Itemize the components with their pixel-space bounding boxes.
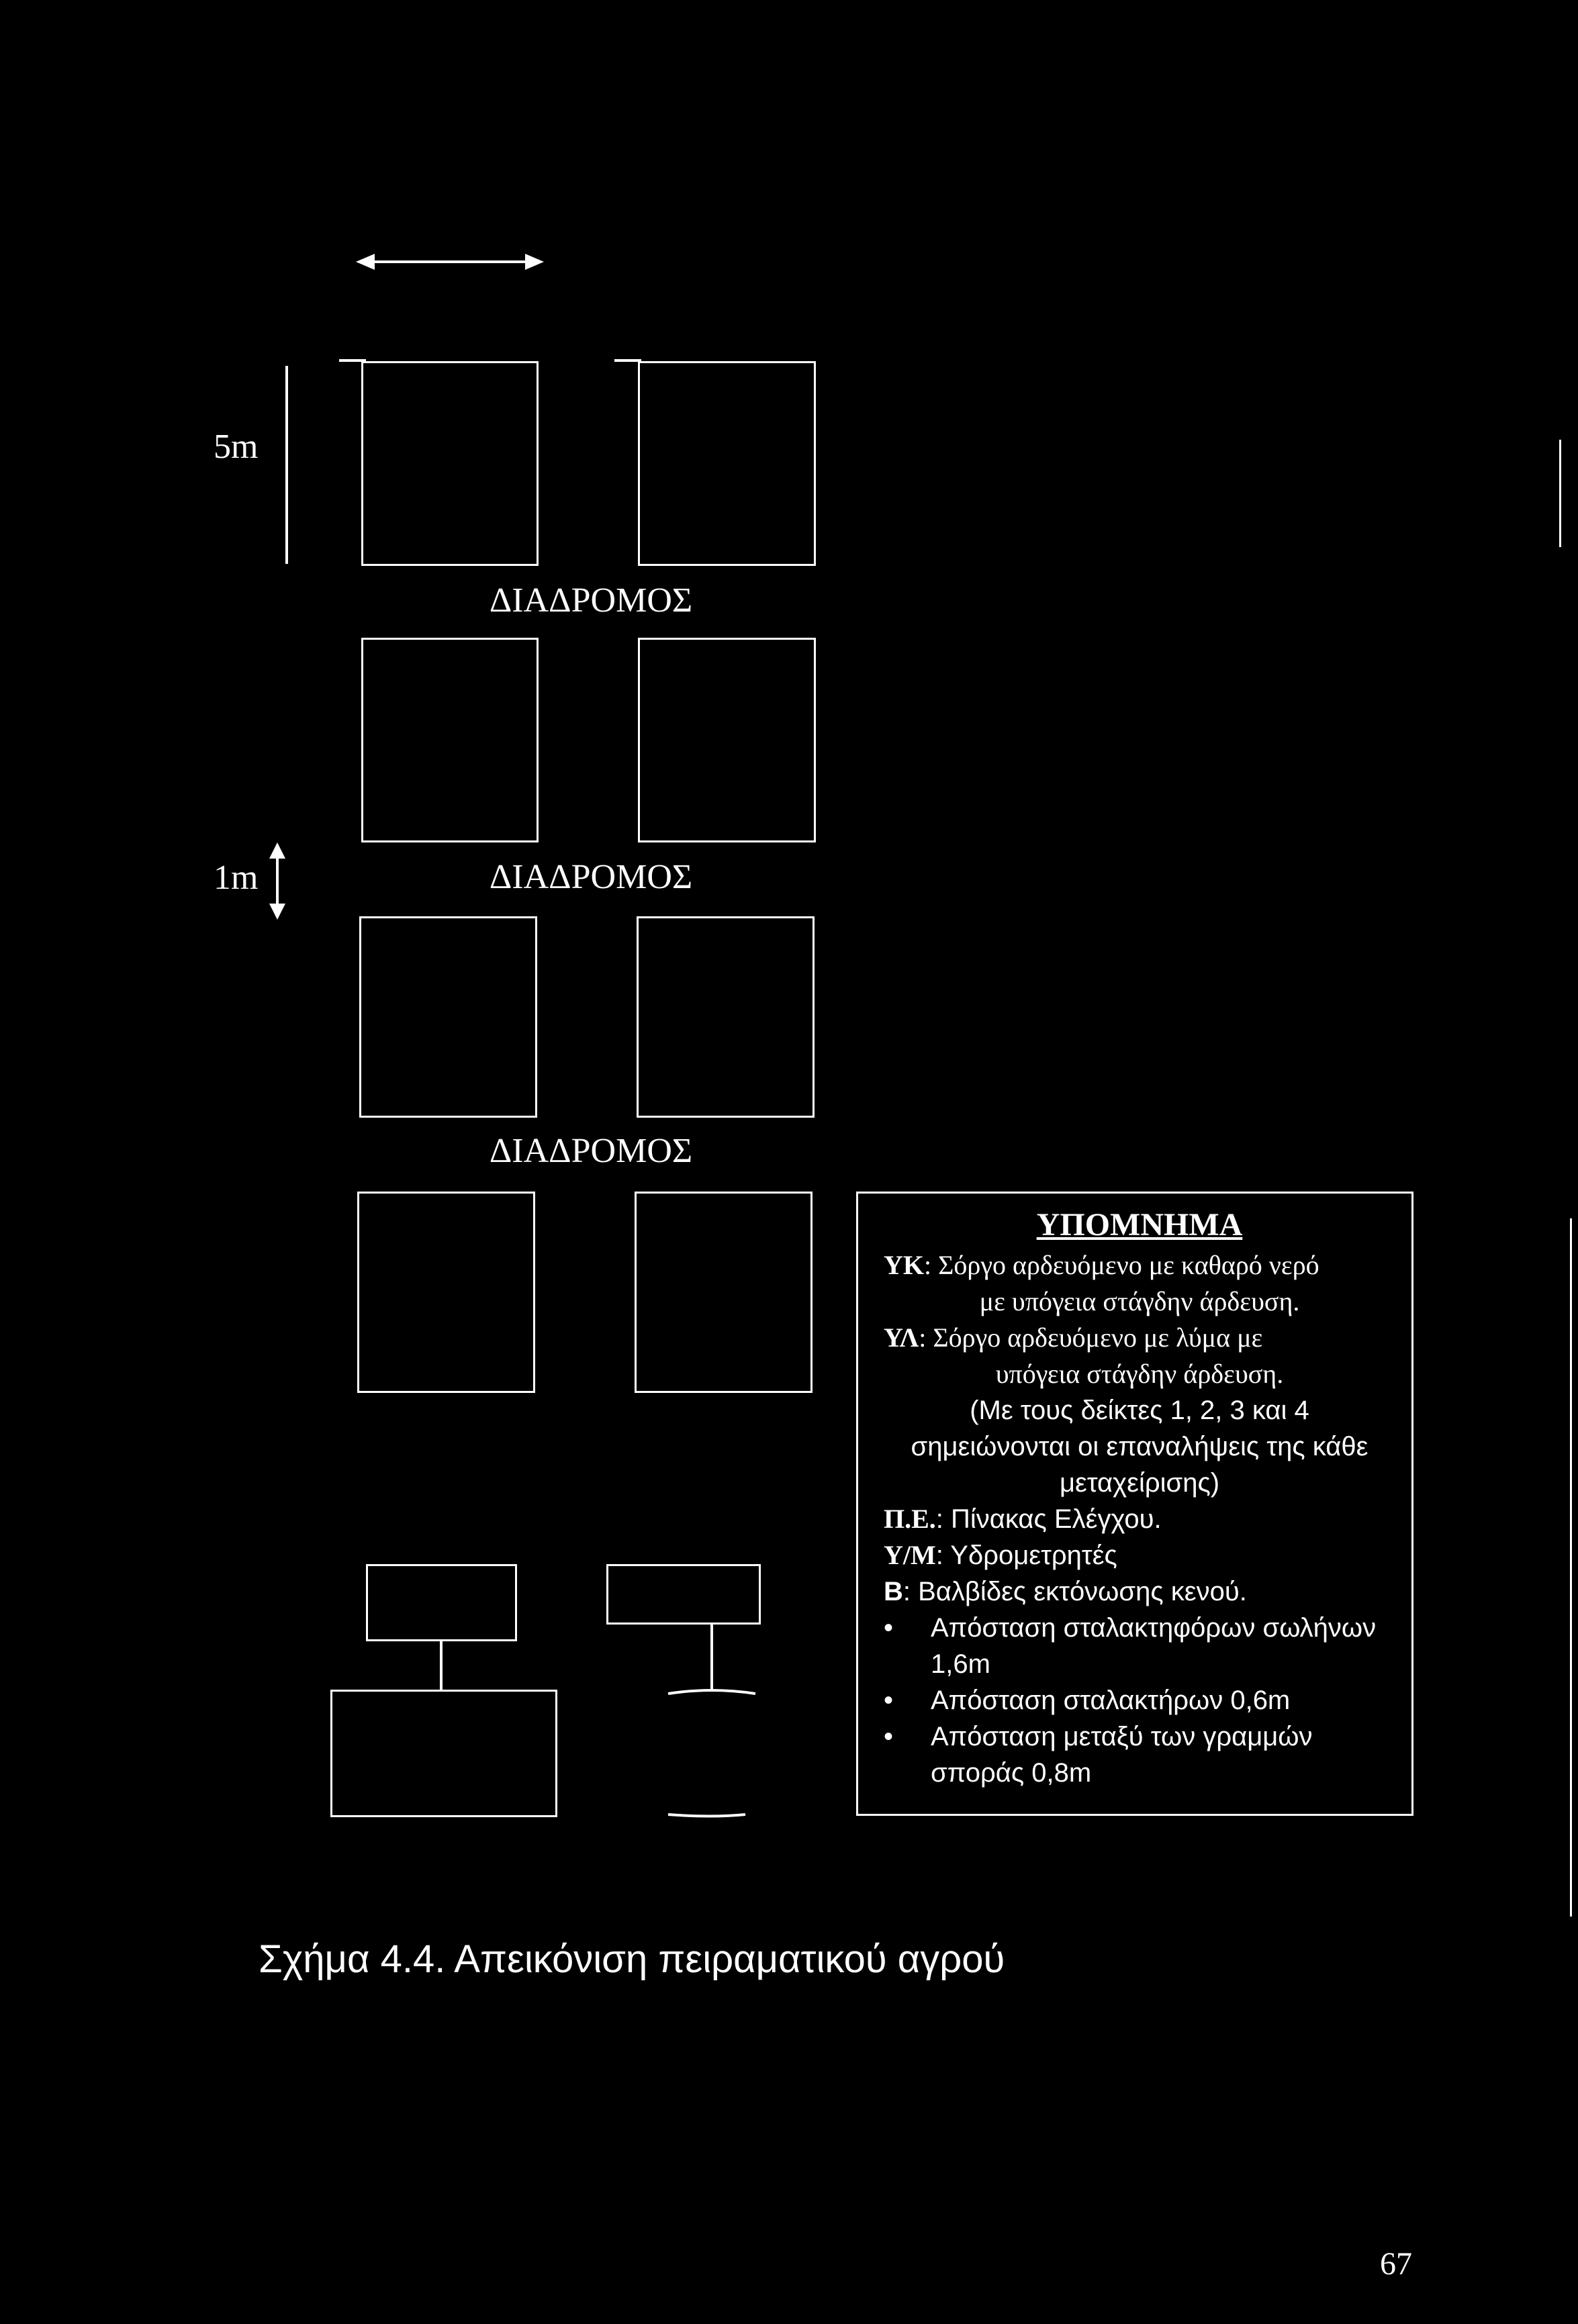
plot-tick — [614, 359, 641, 362]
plot-row4-right — [635, 1192, 813, 1393]
legend-b-text: : Βαλβίδες εκτόνωσης κενού. — [902, 1577, 1247, 1606]
legend-bullets — [884, 1610, 1395, 1791]
legend-bullet: • Απόσταση σταλακτηφόρων σωλήνων 1,6m — [931, 1610, 1395, 1682]
plot-row2-right — [638, 638, 816, 842]
spacing-scale-label: 1m — [214, 859, 259, 897]
scan-artifact — [1559, 440, 1561, 547]
legend-bullet: • Απόσταση μεταξύ των γραμμών σποράς 0,8m — [931, 1718, 1395, 1791]
water-meter-left — [366, 1564, 517, 1641]
legend-ym-abbr: Υ/Μ — [884, 1540, 936, 1570]
legend-yk-cont: με υπόγεια στάγδην άρδευση. — [979, 1286, 1300, 1316]
legend-ym-text: : Υδρομετρητές — [935, 1541, 1117, 1570]
plot-row1-left — [361, 361, 539, 566]
legend-yk-abbr: ΥΚ — [884, 1250, 924, 1280]
legend-yl-cont: υπόγεια στάγδην άρδευση. — [995, 1359, 1284, 1389]
plot-row4-left — [357, 1192, 535, 1393]
legend-yl-abbr: ΥΛ — [884, 1322, 919, 1353]
width-scale-label: 5m — [214, 428, 259, 466]
control-panel — [330, 1690, 557, 1817]
legend-pe-text: : Πίνακας Ελέγχου. — [935, 1504, 1162, 1534]
path-label-3: ΔΙΑΔΡΟΜΟΣ — [489, 1132, 693, 1170]
legend-bullet: • Απόσταση σταλακτήρων 0,6m — [931, 1682, 1395, 1718]
legend-pe — [884, 1501, 1395, 1537]
legend-note-2: σημειώνονται οι επαναλήψεις της κάθε — [911, 1432, 1368, 1461]
legend-ym — [884, 1537, 1395, 1573]
legend-yl — [884, 1320, 1395, 1356]
legend-yl-text: : Σόργο αρδευόμενο με λύμα με — [919, 1322, 1263, 1353]
width-arrow — [356, 248, 544, 275]
scan-artifact — [1570, 1218, 1572, 1917]
page-number: 67 — [1380, 2246, 1412, 2282]
legend-yk-text: : Σόργο αρδευόμενο με καθαρό νερό — [924, 1250, 1319, 1280]
legend-b-abbr: Β — [884, 1577, 903, 1606]
plot-row2-left — [361, 638, 539, 842]
legend-note-1: (Με τους δείκτες 1, 2, 3 και 4 — [970, 1396, 1309, 1425]
plot-row3-right — [637, 916, 815, 1118]
legend-b — [884, 1573, 1395, 1610]
meter-connector-right — [710, 1625, 713, 1692]
height-scale-bar — [285, 366, 288, 564]
water-meter-right — [606, 1564, 761, 1625]
legend-box — [856, 1192, 1413, 1816]
path-label-2: ΔΙΑΔΡΟΜΟΣ — [489, 858, 693, 896]
plot-row3-left — [359, 916, 537, 1118]
vacuum-valve — [665, 1684, 759, 1818]
spacing-arrow — [267, 842, 287, 920]
legend-yk — [884, 1247, 1395, 1284]
legend-note-3: μεταχείρισης) — [1059, 1468, 1220, 1498]
legend-pe-abbr: Π.Ε. — [884, 1504, 936, 1534]
path-label-1: ΔΙΑΔΡΟΜΟΣ — [489, 581, 693, 620]
plot-row1-right — [638, 361, 816, 566]
plot-tick — [339, 359, 366, 362]
meter-connector-left — [440, 1641, 443, 1690]
legend-title: ΥΠΟΜΝΗΜΑ — [1036, 1207, 1243, 1243]
figure-caption: Σχήμα 4.4. Απεικόνιση πειραματικού αγρού — [259, 1937, 1005, 1981]
